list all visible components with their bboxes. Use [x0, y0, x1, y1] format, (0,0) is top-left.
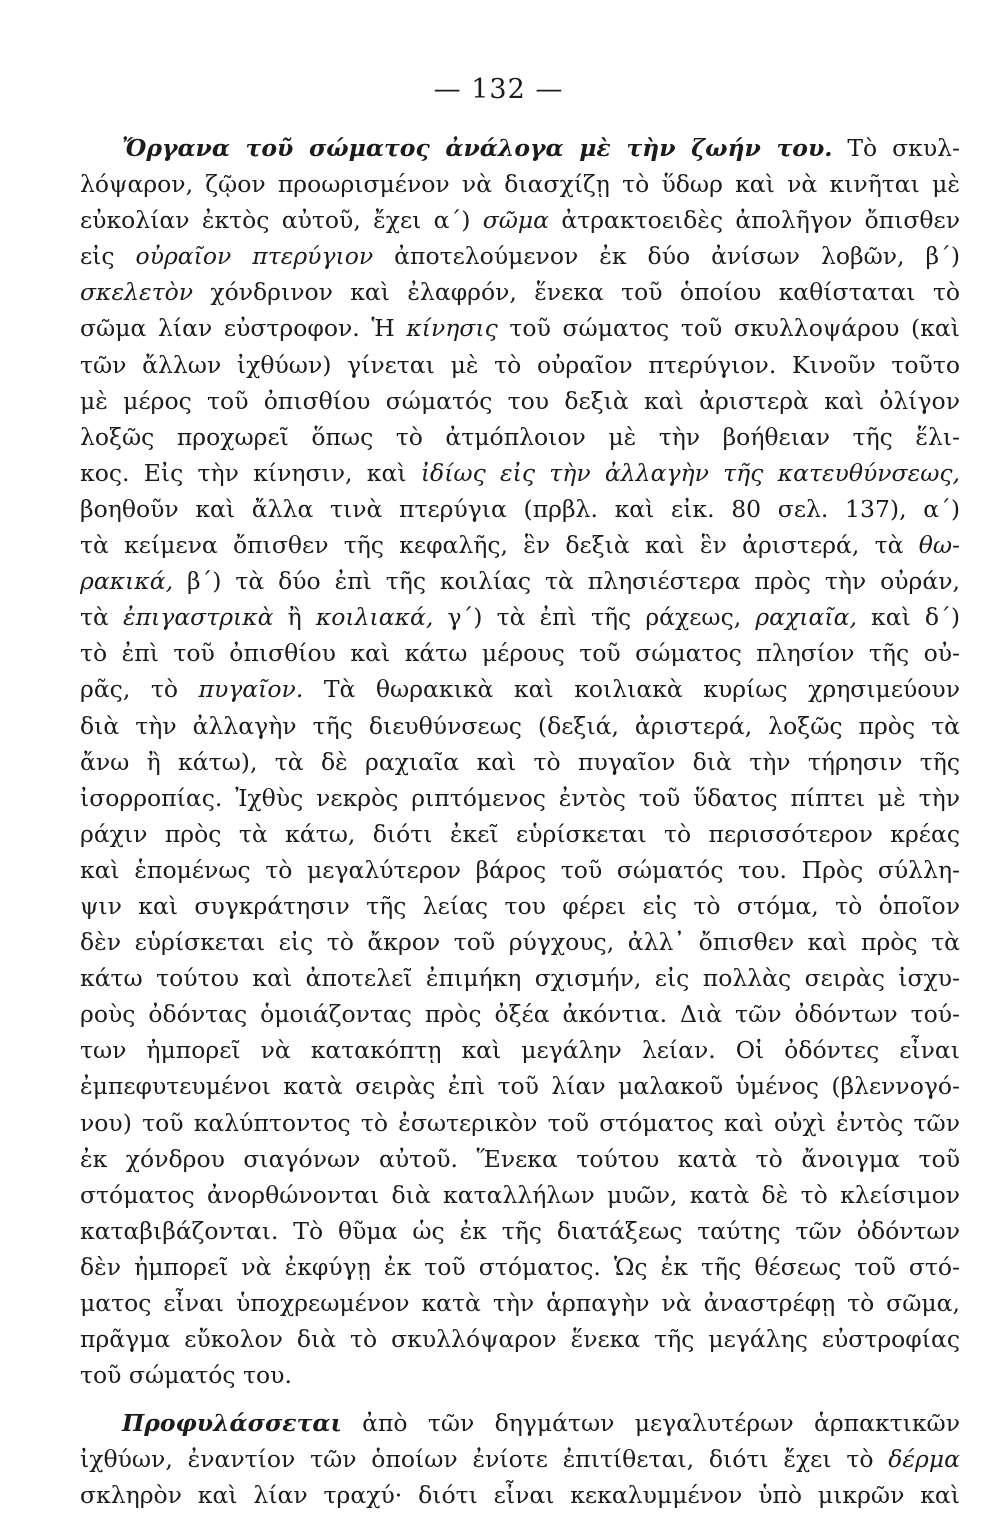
text-line — [80, 780, 960, 816]
text-span: βοηθοῦν καὶ ἄλλα τινὰ πτερύγια (πρβλ. καὶ εἰκ. 80 σελ. 137), α΄) — [80, 494, 960, 523]
text-span: ραχιαῖα, — [755, 603, 857, 632]
text-span: ἐκ χόνδρου σιαγόνων αὐτοῦ. Ἕνεκα τούτου κατὰ τὸ ἄνοιγμα τοῦ — [80, 1144, 960, 1173]
text-span: ἢ — [273, 603, 316, 632]
text-line — [80, 202, 960, 238]
text-span: χόνδρινον καὶ ἐλαφρόν, ἕνεκα τοῦ ὁποίου καθίσταται τὸ — [193, 278, 960, 307]
text-span: τὰ κείμενα ὄπισθεν τῆς κεφαλῆς, ἓν δεξιὰ καὶ ἓν ἀριστερά, τὰ — [80, 531, 919, 560]
text-span: ροὺς ὀδόντας ὁμοιάζοντας πρὸς ὀξέα ἀκόντια. Διὰ τῶν ὀδόντων τού- — [80, 1000, 960, 1029]
text-line — [80, 1032, 960, 1068]
text-line — [80, 1213, 960, 1249]
text-span: τοῦ σώματός του. — [80, 1361, 292, 1390]
text-span: ἀπὸ τῶν δηγμάτων μεγαλυτέρων ἁρπακτικῶν — [341, 1409, 960, 1438]
text-span: ρᾶς, τὸ — [80, 675, 199, 704]
text-span: εὐκολίαν ἐκτὸς αὐτοῦ, ἔχει α΄) — [80, 206, 483, 235]
text-line — [80, 1177, 960, 1213]
text-span: λοξῶς προχωρεῖ ὅπως τὸ ἀτμόπλοιον μὲ τὴν βοήθειαν τῆς ἕλι- — [80, 422, 960, 451]
text-line — [80, 996, 960, 1032]
text-span: δὲν ἠμπορεῖ νὰ ἐκφύγῃ ἐκ τοῦ στόματος. Ὡς ἐκ τῆς θέσεως τοῦ στό- — [80, 1252, 960, 1281]
text-span: β΄) τὰ δύο ἐπὶ τῆς κοιλίας τὰ πλησιέστερα πρὸς τὴν οὐράν, — [173, 567, 960, 596]
text-span: τῶν ἄλλων ἰχθύων) γίνεται μὲ τὸ οὐραῖον πτερύγιον. Κινοῦν τοῦτο — [80, 350, 960, 379]
text-span: ἐπιγαστρικὰ — [123, 603, 274, 632]
text-line — [80, 924, 960, 960]
text-span: λόψαρον, ζῷον προωρισμένον νὰ διασχίζῃ τὸ ὕδωρ καὶ νὰ κινῆται μὲ — [80, 170, 960, 199]
text-line — [80, 1285, 960, 1321]
text-span: Τὰ θωρακικὰ καὶ κοιλιακὰ κυρίως χρησιμεύουν — [303, 675, 961, 704]
text-span: ἄνω ἢ κάτω), τὰ δὲ ραχιαῖα καὶ τὸ πυγαῖον διὰ τὴν τήρησιν τῆς — [80, 747, 960, 776]
text-span: κος. Εἰς τὴν κίνησιν, καὶ — [80, 458, 421, 487]
text-span: Τὸ σκυλ- — [832, 134, 960, 162]
text-span: ἰδίως εἰς τὴν ἀλλαγὴν τῆς κατευθύνσεως, — [420, 458, 961, 487]
text-span: στόματος ἀνορθώνονται διὰ καταλλήλων μυῶν, κατὰ δὲ τὸ κλείσιμον — [80, 1180, 960, 1209]
text-span: μὲ μέρος τοῦ ὀπισθίου σώματός του δεξιὰ καὶ ἀριστερὰ καὶ ὀλίγον — [80, 386, 960, 415]
text-line — [80, 527, 960, 563]
text-span: ψιν καὶ συγκράτησιν τῆς λείας του φέρει εἰς τὸ στόμα, τὸ ὁποῖον — [80, 891, 960, 920]
text-line — [80, 166, 960, 202]
text-span: οὐραῖον πτερύγιον — [135, 242, 374, 271]
text-span: ρακικά, — [80, 567, 174, 596]
text-span: ἀτρακτοειδὲς ἀπολῆγον ὄπισθεν — [549, 206, 960, 235]
text-span: δὲν εὑρίσκεται εἰς τὸ ἄκρον τοῦ ρύγχους, ἀλλ᾿ ὄπισθεν καὶ πρὸς τὰ — [80, 928, 960, 957]
text-line — [80, 347, 960, 383]
text-line — [80, 1105, 960, 1141]
text-span: ἀποτελούμενον ἐκ δύο ἀνίσων λοβῶν, β΄) — [373, 242, 960, 271]
text-span: ἐμπεφυτευμένοι κατὰ σειρὰς ἐπὶ τοῦ λίαν μαλακοῦ ὑμένος (βλεννογό- — [80, 1072, 960, 1101]
text-span: κάτω τούτου καὶ ἀποτελεῖ ἐπιμήκη σχισμήν, εἰς πολλὰς σειρὰς ἰσχυ- — [80, 964, 960, 993]
text-line — [80, 1068, 960, 1104]
text-line — [80, 310, 960, 346]
text-span: ράχιν πρὸς τὰ κάτω, διότι ἐκεῖ εὑρίσκεται τὸ περισσότερον κρέας — [80, 819, 960, 848]
text-span: θω- — [918, 531, 960, 560]
text-line — [80, 1321, 960, 1357]
text-span: δέρμα — [888, 1445, 960, 1474]
text-span: τὰ — [80, 603, 123, 632]
text-span: καὶ δ΄) — [856, 603, 961, 632]
text-line — [80, 671, 960, 707]
text-line — [80, 491, 960, 527]
text-span: ἰσορροπίας. Ἰχθὺς νεκρὸς ριπτόμενος ἐντὸς τοῦ ὕδατος πίπτει μὲ τὴν — [80, 783, 960, 812]
text-line — [80, 130, 960, 166]
text-span: νου) τοῦ καλύπτοντος τὸ ἐσωτερικὸν τοῦ στόματος καὶ οὐχὶ ἐντὸς τῶν — [80, 1108, 960, 1137]
scan-edge-mark — [989, 188, 997, 196]
text-line — [80, 708, 960, 744]
text-span: σκελετὸν — [80, 278, 194, 307]
text-line — [80, 888, 960, 924]
text-span: ματος εἶναι ὑποχρεωμένον κατὰ τὴν ἁρπαγὴν νὰ ἀναστρέφῃ τὸ σῶμα, — [80, 1289, 960, 1317]
text-line — [80, 1441, 960, 1477]
text-line — [80, 635, 960, 671]
text-span: πρᾶγμα εὔκολον διὰ τὸ σκυλλόψαρον ἕνεκα τῆς μεγάλης εὐστροφίας — [80, 1325, 960, 1354]
text-line — [80, 274, 960, 310]
text-span: σῶμα — [482, 206, 550, 235]
body-text — [80, 130, 960, 1514]
text-line — [80, 1249, 960, 1285]
text-line — [80, 455, 960, 491]
text-span: καταβιβάζονται. Τὸ θῦμα ὡς ἐκ τῆς διατάξεως ταύτης τῶν ὀδόντων — [80, 1216, 960, 1245]
text-span: τοῦ σώματος τοῦ σκυλλοψάρου (καὶ — [497, 314, 960, 343]
text-span: εἰς — [80, 242, 136, 271]
page-number: — 132 — — [433, 74, 564, 105]
text-span: των ἠμπορεῖ νὰ κατακόπτῃ καὶ μεγάλην λείαν. Οἱ ὀδόντες εἶναι — [80, 1036, 960, 1065]
text-line — [80, 599, 960, 635]
text-span: σῶμα λίαν εὐστροφον. Ἡ — [80, 314, 407, 343]
section-heading: Προφυλάσσεται — [122, 1409, 342, 1438]
text-line — [80, 1357, 960, 1393]
text-line — [80, 238, 960, 274]
text-span: γ΄) τὰ ἐπὶ τῆς ράχεως, — [433, 603, 756, 632]
section-heading: Ὄργανα τοῦ σώματος ἀνάλογα μὲ τὴν ζωήν του. — [122, 134, 833, 162]
text-span: πυγαῖον. — [198, 675, 304, 704]
text-span: κοιλιακά, — [315, 603, 434, 632]
text-span: καὶ ἑπομένως τὸ μεγαλύτερον βάρος τοῦ σώματός του. Πρὸς σύλλη- — [80, 855, 960, 884]
text-line — [80, 383, 960, 419]
text-line — [80, 419, 960, 455]
text-span: σκληρὸν καὶ λίαν τραχύ· διότι εἶναι κεκαλυμμένον ὑπὸ μικρῶν καὶ — [80, 1481, 960, 1510]
text-span: ἰχθύων, ἐναντίον τῶν ὁποίων ἐνίοτε ἐπιτίθεται, διότι ἔχει τὸ — [80, 1445, 889, 1474]
text-span: τὸ ἐπὶ τοῦ ὀπισθίου καὶ κάτω μέρους τοῦ σώματος πλησίον τῆς οὐ- — [80, 639, 960, 668]
text-line — [80, 744, 960, 780]
text-span: διὰ τὴν ἀλλαγὴν τῆς διευθύνσεως (δεξιά, ἀριστερά, λοξῶς πρὸς τὰ — [80, 711, 960, 740]
text-line — [80, 960, 960, 996]
text-line — [80, 852, 960, 888]
text-line — [80, 1405, 960, 1441]
text-line — [80, 1477, 960, 1513]
text-line — [80, 816, 960, 852]
text-line — [80, 563, 960, 599]
text-span: κίνησις — [406, 314, 498, 343]
text-line — [80, 1141, 960, 1177]
